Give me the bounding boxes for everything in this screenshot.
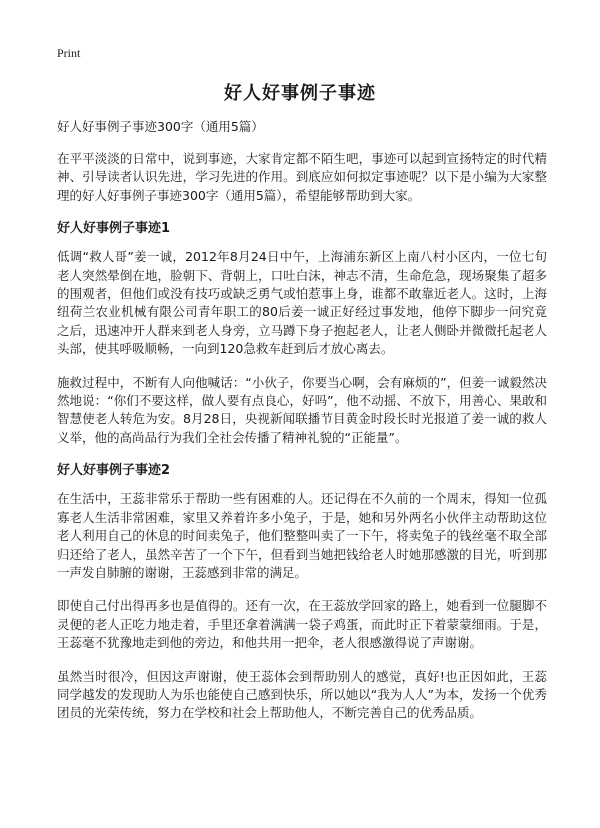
section-heading: 好人好事例子事迹2 — [57, 463, 171, 479]
article-subtitle: 好人好事例子事迹300字（通用5篇） — [57, 119, 264, 134]
section-paragraph: 在生活中，王蕊非常乐于帮助一些有困难的人。还记得在不久前的一个周末，得知一位孤寡老人生活非常困难，家里又养着许多小兔子，于是，她和另外两名小伙伴主动帮助这位老人利用自己的休息的时间卖兔子，他们整整叫卖了一下午，将卖兔子的钱丝毫不取全部归还给了老人，虽然辛苦了一个下午，但看到当她把钱给老人时她那感激的目光，听到那一声发自肺腑的谢谢，王蕊感到非常的满足。 — [57, 491, 547, 580]
print-link[interactable]: Print — [57, 46, 81, 60]
section-paragraph: 施救过程中，不断有人向他喊话：“小伙子，你要当心啊，会有麻烦的”，但姜一诚毅然决然地说：“你们不要这样，做人要有点良心，好吗”，他不动摇、不放下，用善心、果敢和智慧使老人转危为安。8月28日，央视新闻联播节目黄金时段长时光报道了姜一诚的救人义举，他的高尚品行为我们全社会传播了精神礼貌的“正能量”。 — [57, 374, 547, 445]
section-paragraph: 即使自己付出得再多也是值得的。还有一次，在王蕊放学回家的路上，她看到一位腿脚不灵便的老人正吃力地走着，手里还拿着满满一袋子鸡蛋，而此时正下着蒙蒙细雨。于是，王蕊毫不犹豫地走到他的旁边，和他共用一把伞，老人很感激得说了声谢谢。 — [57, 598, 547, 651]
section-heading: 好人好事例子事迹1 — [57, 221, 171, 237]
section-paragraph: 虽然当时很冷，但因这声谢谢，使王蕊体会到帮助别人的感觉，真好!也正因如此，王蕊同学越发的发现助人为乐也能使自己感到快乐，所以她以“我为人人”为本，发扬一个优秀团员的光荣传统，努力在学校和社会上帮助他人，不断完善自己的优秀品质。 — [57, 668, 547, 721]
intro-paragraph: 在平平淡淡的日常中，说到事迹，大家肯定都不陌生吧，事迹可以起到宣扬特定的时代精神、引导读者认识先进，学习先进的作用。到底应如何拟定事迹呢？以下是小编为大家整理的好人好事例子事迹300字（通用5篇），希望能够帮助到大家。 — [57, 151, 547, 203]
article-body — [57, 118, 547, 738]
page-title: 好人好事例子事迹 — [224, 83, 376, 104]
section-paragraph: 低调“救人哥”姜一诚，2012年8月24日中午，上海浦东新区上南八村小区内，一位七旬老人突然晕倒在地，脸朝下、背朝上，口吐白沫，神志不清，生命危急，现场聚集了超多的围观者，但他们或没有技巧或缺乏勇气或怕惹事上身，谁都不敢靠近老人。这时，上海纽荷兰农业机械有限公司青年职工的80后姜一诚正好经过事发地，他停下脚步一问究竟之后，迅速冲开人群来到老人身旁，立马蹲下身子抱起老人，让老人侧卧并微微托起老人头部，使其呼吸顺畅，一向到120急救车赶到后才放心离去。 — [57, 249, 547, 357]
